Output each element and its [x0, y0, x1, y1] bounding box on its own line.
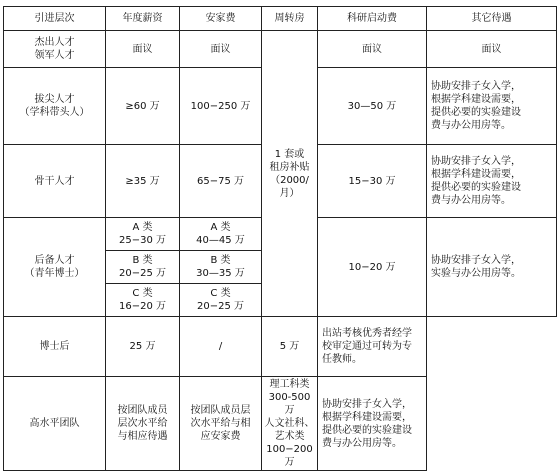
- level-line: （学科带头人）: [19, 107, 90, 118]
- other-line: 根据学科建设需要，: [431, 169, 521, 180]
- research-cell: 15−30 万: [318, 145, 427, 218]
- salary-cell: [106, 377, 180, 471]
- salary-class-b-cell: [106, 251, 180, 284]
- research-cell: 面议: [318, 31, 427, 68]
- level-cell: [4, 31, 106, 68]
- level-line: （青年博士）: [24, 268, 85, 279]
- other-line: 费与办公用房等。: [322, 437, 402, 449]
- settlement-class-a-cell: [180, 218, 262, 251]
- other-line: 任教师。: [322, 354, 362, 365]
- class-value: 16−20 万: [118, 301, 166, 312]
- class-value: 25−30 万: [118, 235, 166, 246]
- class-value: 30—35 万: [196, 268, 245, 279]
- header-housing: 周转房: [262, 7, 318, 31]
- other-line: 校审定通过可转为专: [322, 341, 412, 352]
- table-row: [4, 31, 557, 68]
- other-cell: [318, 377, 427, 471]
- research-cell: 10−20 万: [318, 218, 427, 317]
- level-line: 杰出人才: [34, 37, 75, 48]
- level-cell: 骨干人才: [4, 145, 106, 218]
- salary-cell: ≥60 万: [106, 68, 180, 145]
- level-line: 后备人才: [34, 255, 75, 266]
- salary-cell: 25 万: [106, 317, 180, 377]
- class-value: 20−25 万: [118, 268, 166, 279]
- other-line: 协助安排子女入学，: [431, 156, 521, 167]
- level-line: 拔尖人才: [34, 94, 75, 105]
- class-label: C 类: [210, 288, 231, 299]
- other-cell: [427, 68, 557, 145]
- settlement-class-c-cell: [180, 284, 262, 317]
- settlement-cell: 65−75 万: [180, 145, 262, 218]
- table-row: [4, 317, 557, 377]
- other-line: 根据学科建设需要，: [322, 411, 412, 423]
- header-row: [4, 7, 557, 31]
- research-line: 人文社科、艺术类: [264, 418, 315, 442]
- level-line: 领军人才: [34, 50, 75, 61]
- settlement-cell: [180, 377, 262, 471]
- talent-benefits-table: [3, 6, 557, 471]
- class-value: 40—45 万: [196, 235, 245, 246]
- other-cell: [318, 317, 427, 377]
- salary-line: 按团队成员: [117, 405, 168, 416]
- settlement-line: 次水平给与相: [190, 418, 251, 429]
- class-label: B 类: [210, 255, 231, 266]
- housing-line: 1 套或: [274, 148, 305, 160]
- header-settlement: 安家费: [180, 7, 262, 31]
- class-label: C 类: [132, 288, 153, 299]
- housing-line: 租房补贴: [269, 161, 310, 173]
- level-cell: 高水平团队: [4, 377, 106, 471]
- housing-line: 月）: [279, 187, 300, 199]
- level-cell: 博士后: [4, 317, 106, 377]
- settlement-cell: 面议: [180, 31, 262, 68]
- research-cell: [262, 377, 318, 471]
- research-cell: 30—50 万: [318, 68, 427, 145]
- salary-line: 与相应待遇: [117, 431, 168, 442]
- salary-line: 层次水平给: [117, 418, 168, 429]
- research-line: 100−200 万: [266, 444, 313, 468]
- level-cell: [4, 218, 106, 317]
- settlement-cell: 100−250 万: [180, 68, 262, 145]
- class-label: A 类: [210, 222, 231, 233]
- header-other: 其它待遇: [427, 7, 557, 31]
- header-salary: 年度薪资: [106, 7, 180, 31]
- settlement-cell: /: [180, 317, 262, 377]
- salary-cell: 面议: [106, 31, 180, 68]
- class-label: A 类: [132, 222, 153, 233]
- other-cell: [427, 145, 557, 218]
- other-line: 协助安排子女入学，: [431, 81, 521, 92]
- other-line: 根据学科建设需要，: [431, 94, 521, 105]
- salary-cell: ≥35 万: [106, 145, 180, 218]
- research-line: 理工科类 300-500 万: [268, 379, 311, 416]
- settlement-class-b-cell: [180, 251, 262, 284]
- other-line: 实验与办公用房等。: [431, 268, 521, 279]
- other-line: 协助安排子女入学，: [431, 255, 521, 266]
- header-research-fund: 科研启动费: [318, 7, 427, 31]
- other-cell: [427, 218, 557, 317]
- housing-cell: [262, 31, 318, 317]
- level-cell: [4, 68, 106, 145]
- housing-line: （2000/: [270, 174, 309, 186]
- other-line: 出站考核优秀者经学: [322, 328, 412, 339]
- other-line: 提供必要的实验建设: [322, 424, 412, 436]
- header-level: 引进层次: [4, 7, 106, 31]
- salary-class-c-cell: [106, 284, 180, 317]
- other-line: 费与办公用房等。: [431, 195, 511, 206]
- other-cell: 面议: [427, 31, 557, 68]
- other-line: 协助安排子女入学，: [322, 398, 412, 410]
- class-label: B 类: [132, 255, 153, 266]
- other-line: 提供必要的实验建设: [431, 182, 521, 193]
- salary-class-a-cell: [106, 218, 180, 251]
- research-cell: 5 万: [262, 317, 318, 377]
- settlement-line: 按团队成员层: [190, 405, 251, 416]
- other-line: 提供必要的实验建设: [431, 107, 521, 118]
- settlement-line: 应安家费: [200, 431, 241, 442]
- other-line: 费与办公用房等。: [431, 120, 511, 131]
- table-row: [4, 377, 557, 471]
- class-value: 20−25 万: [196, 301, 244, 312]
